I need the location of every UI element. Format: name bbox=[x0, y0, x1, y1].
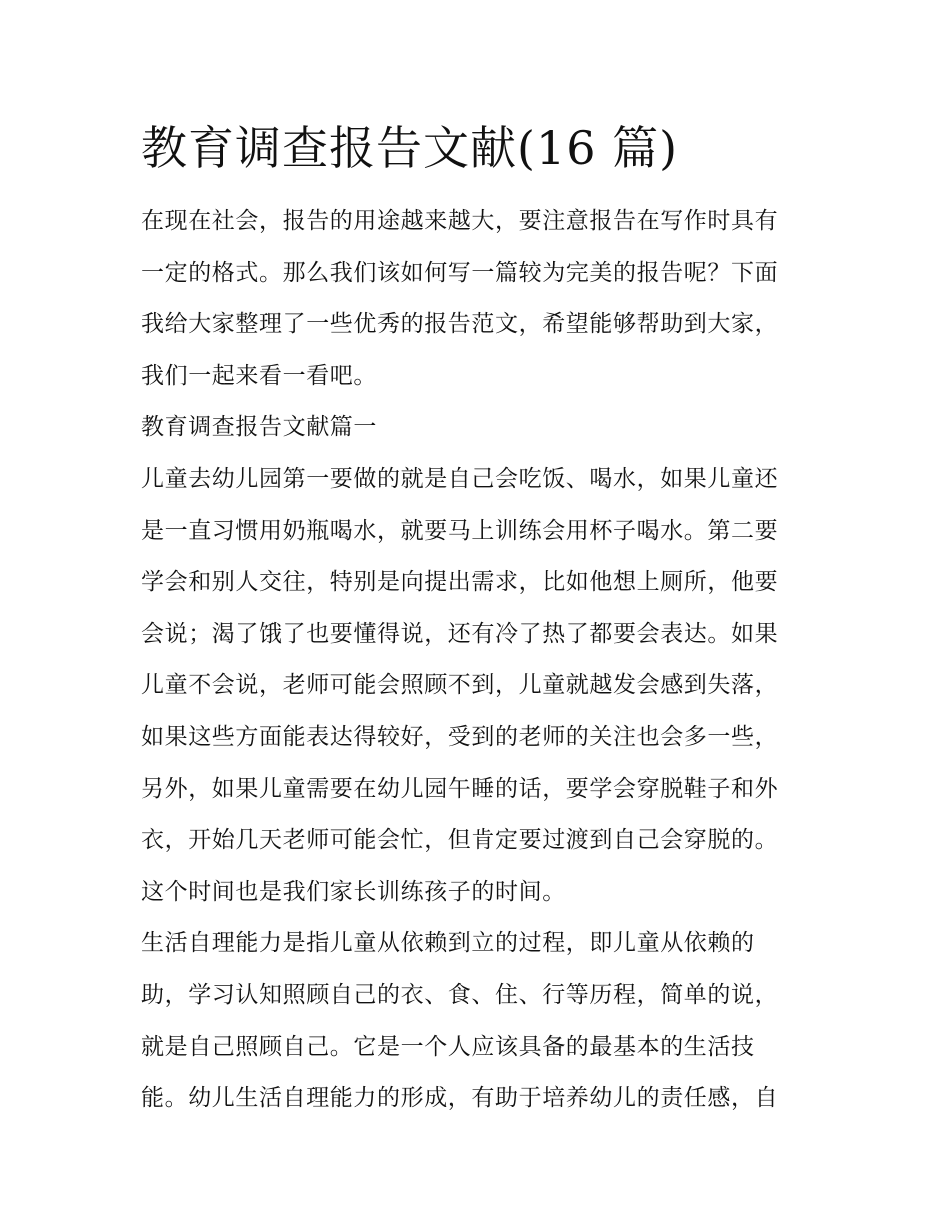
paragraph-1-line-6: 如果这些方面能表达得较好，受到的老师的关注也会多一些， bbox=[141, 723, 779, 750]
paragraph-1-line-1: 儿童去幼儿园第一要做的就是自己会吃饭、喝水，如果儿童还 bbox=[141, 465, 779, 492]
paragraph-2-line-1: 生活自理能力是指儿童从依赖到立的过程，即儿童从依赖的 bbox=[141, 930, 755, 957]
document-title: 教育调查报告文献(16 篇) bbox=[141, 121, 679, 175]
intro-line-4: 我们一起来看一看吧。 bbox=[141, 362, 377, 389]
intro-line-2: 一定的格式。那么我们该如何写一篇较为完美的报告呢？下面 bbox=[141, 259, 779, 286]
paragraph-1-line-7: 另外，如果儿童需要在幼儿园午睡的话，要学会穿脱鞋子和外 bbox=[141, 775, 779, 802]
paragraph-1-line-9: 这个时间也是我们家长训练孩子的时间。 bbox=[141, 878, 566, 905]
section-heading: 教育调查报告文献篇一 bbox=[141, 414, 377, 441]
paragraph-1-line-3: 学会和别人交往，特别是向提出需求，比如他想上厕所，他要 bbox=[141, 569, 779, 596]
intro-line-3: 我给大家整理了一些优秀的报告范文，希望能够帮助到大家， bbox=[141, 311, 779, 338]
paragraph-1-line-4: 会说；渴了饿了也要懂得说，还有冷了热了都要会表达。如果 bbox=[141, 620, 779, 647]
paragraph-2-line-2: 助，学习认知照顾自己的衣、食、住、行等历程，简单的说， bbox=[141, 981, 779, 1008]
paragraph-1-line-8: 衣，开始几天老师可能会忙，但肯定要过渡到自己会穿脱的。 bbox=[141, 827, 779, 854]
document-content bbox=[141, 112, 813, 1125]
paragraph-1-line-2: 是一直习惯用奶瓶喝水，就要马上训练会用杯子喝水。第二要 bbox=[141, 517, 779, 544]
intro-line-1: 在现在社会，报告的用途越来越大，要注意报告在写作时具有 bbox=[141, 208, 779, 234]
paragraph-2-line-3: 就是自己照顾自己。它是一个人应该具备的最基本的生活技 bbox=[141, 1033, 755, 1060]
paragraph-1-line-5: 儿童不会说，老师可能会照顾不到，儿童就越发会感到失落， bbox=[141, 672, 779, 699]
paragraph-2-line-4: 能。幼儿生活自理能力的形成，有助于培养幼儿的责任感，自 bbox=[141, 1085, 779, 1112]
